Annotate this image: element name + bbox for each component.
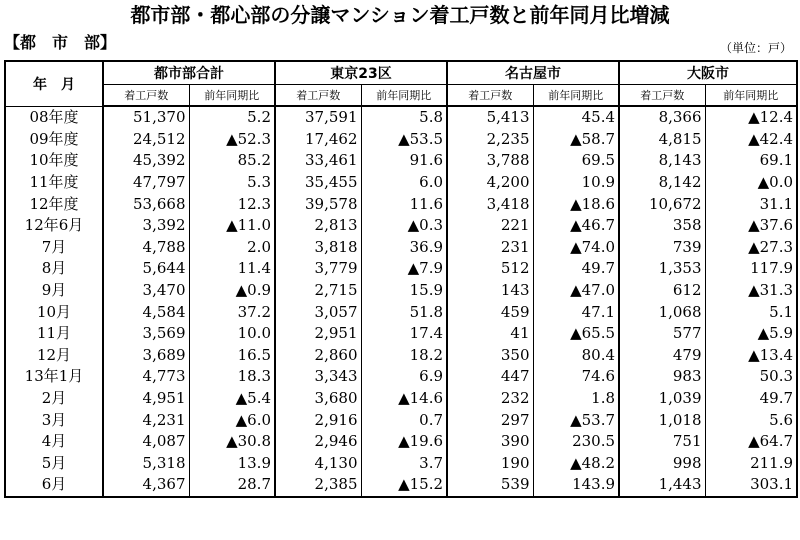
row-label: 8月 <box>5 258 103 280</box>
cell-starts: 2,813 <box>275 215 361 237</box>
cell-yoy: 50.3 <box>705 366 797 388</box>
cell-yoy: ▲53.5 <box>361 129 447 151</box>
cell-yoy: 37.2 <box>189 301 275 323</box>
row-label: 11月 <box>5 323 103 345</box>
cell-yoy: 85.2 <box>189 150 275 172</box>
group-header: 東京23区 <box>275 61 447 85</box>
cell-starts: 751 <box>619 431 705 453</box>
cell-starts: 358 <box>619 215 705 237</box>
cell-starts: 2,951 <box>275 323 361 345</box>
row-label: 10年度 <box>5 150 103 172</box>
table-row <box>5 215 797 237</box>
row-label: 6月 <box>5 474 103 497</box>
table-row <box>5 474 797 497</box>
cell-starts: 459 <box>447 301 533 323</box>
cell-starts: 4,200 <box>447 172 533 194</box>
cell-yoy: 80.4 <box>533 345 619 367</box>
cell-yoy: ▲5.9 <box>705 323 797 345</box>
cell-starts: 998 <box>619 453 705 475</box>
subheader-yoy: 前年同期比 <box>361 85 447 107</box>
cell-starts: 41 <box>447 323 533 345</box>
cell-yoy: ▲37.6 <box>705 215 797 237</box>
cell-yoy: 69.5 <box>533 150 619 172</box>
cell-starts: 4,087 <box>103 431 189 453</box>
cell-starts: 39,578 <box>275 193 361 215</box>
cell-yoy: ▲74.0 <box>533 237 619 259</box>
cell-starts: 4,231 <box>103 409 189 431</box>
cell-yoy: ▲53.7 <box>533 409 619 431</box>
group-header: 名古屋市 <box>447 61 619 85</box>
cell-starts: 1,039 <box>619 388 705 410</box>
cell-yoy: 45.4 <box>533 106 619 129</box>
cell-starts: 3,343 <box>275 366 361 388</box>
cell-starts: 190 <box>447 453 533 475</box>
cell-yoy: ▲6.0 <box>189 409 275 431</box>
cell-starts: 45,392 <box>103 150 189 172</box>
cell-starts: 33,461 <box>275 150 361 172</box>
subheader-starts: 着工戸数 <box>103 85 189 107</box>
cell-starts: 390 <box>447 431 533 453</box>
cell-yoy: ▲13.4 <box>705 345 797 367</box>
cell-starts: 221 <box>447 215 533 237</box>
cell-yoy: 5.8 <box>361 106 447 129</box>
unit-label: （単位：戸） <box>719 41 792 55</box>
cell-starts: 4,130 <box>275 453 361 475</box>
cell-yoy: ▲64.7 <box>705 431 797 453</box>
cell-yoy: 2.0 <box>189 237 275 259</box>
cell-yoy: 3.7 <box>361 453 447 475</box>
cell-yoy: ▲5.4 <box>189 388 275 410</box>
cell-yoy: 5.2 <box>189 106 275 129</box>
cell-starts: 3,689 <box>103 345 189 367</box>
cell-starts: 4,788 <box>103 237 189 259</box>
cell-yoy: 18.2 <box>361 345 447 367</box>
cell-yoy: ▲46.7 <box>533 215 619 237</box>
cell-starts: 51,370 <box>103 106 189 129</box>
cell-yoy: 11.4 <box>189 258 275 280</box>
cell-yoy: 0.7 <box>361 409 447 431</box>
cell-starts: 612 <box>619 280 705 302</box>
cell-starts: 10,672 <box>619 193 705 215</box>
table-row <box>5 366 797 388</box>
subheader-starts: 着工戸数 <box>619 85 705 107</box>
cell-starts: 1,353 <box>619 258 705 280</box>
cell-yoy: ▲27.3 <box>705 237 797 259</box>
table-row <box>5 150 797 172</box>
housing-starts-table <box>4 60 798 498</box>
cell-yoy: 12.3 <box>189 193 275 215</box>
cell-starts: 1,443 <box>619 474 705 497</box>
cell-yoy: ▲11.0 <box>189 215 275 237</box>
cell-starts: 5,644 <box>103 258 189 280</box>
cell-yoy: 51.8 <box>361 301 447 323</box>
cell-starts: 983 <box>619 366 705 388</box>
cell-yoy: ▲12.4 <box>705 106 797 129</box>
cell-yoy: 36.9 <box>361 237 447 259</box>
cell-yoy: ▲30.8 <box>189 431 275 453</box>
cell-yoy: 28.7 <box>189 474 275 497</box>
cell-yoy: ▲18.6 <box>533 193 619 215</box>
cell-starts: 297 <box>447 409 533 431</box>
cell-yoy: ▲0.9 <box>189 280 275 302</box>
cell-starts: 3,418 <box>447 193 533 215</box>
cell-starts: 232 <box>447 388 533 410</box>
cell-yoy: ▲52.3 <box>189 129 275 151</box>
cell-starts: 2,860 <box>275 345 361 367</box>
cell-starts: 1,018 <box>619 409 705 431</box>
table-row <box>5 323 797 345</box>
cell-starts: 3,680 <box>275 388 361 410</box>
table-row <box>5 301 797 323</box>
cell-starts: 539 <box>447 474 533 497</box>
table-row <box>5 345 797 367</box>
row-label: 3月 <box>5 409 103 431</box>
cell-starts: 3,470 <box>103 280 189 302</box>
cell-starts: 479 <box>619 345 705 367</box>
cell-starts: 350 <box>447 345 533 367</box>
cell-yoy: 117.9 <box>705 258 797 280</box>
table-row <box>5 129 797 151</box>
cell-starts: 4,951 <box>103 388 189 410</box>
cell-starts: 8,366 <box>619 106 705 129</box>
cell-yoy: 18.3 <box>189 366 275 388</box>
cell-yoy: ▲58.7 <box>533 129 619 151</box>
cell-yoy: 10.9 <box>533 172 619 194</box>
cell-yoy: 5.3 <box>189 172 275 194</box>
subheader-starts: 着工戸数 <box>447 85 533 107</box>
cell-yoy: ▲0.3 <box>361 215 447 237</box>
row-label: 9月 <box>5 280 103 302</box>
row-label: 12年6月 <box>5 215 103 237</box>
cell-yoy: 303.1 <box>705 474 797 497</box>
row-label: 7月 <box>5 237 103 259</box>
row-label: 08年度 <box>5 106 103 129</box>
cell-starts: 37,591 <box>275 106 361 129</box>
table-row <box>5 258 797 280</box>
cell-starts: 3,392 <box>103 215 189 237</box>
cell-yoy: 6.0 <box>361 172 447 194</box>
cell-starts: 2,946 <box>275 431 361 453</box>
cell-starts: 24,512 <box>103 129 189 151</box>
cell-yoy: ▲0.0 <box>705 172 797 194</box>
table-row <box>5 237 797 259</box>
cell-starts: 4,367 <box>103 474 189 497</box>
cell-starts: 1,068 <box>619 301 705 323</box>
row-label: 12年度 <box>5 193 103 215</box>
row-label: 4月 <box>5 431 103 453</box>
cell-yoy: 91.6 <box>361 150 447 172</box>
cell-starts: 447 <box>447 366 533 388</box>
cell-yoy: 6.9 <box>361 366 447 388</box>
subheader-starts: 着工戸数 <box>275 85 361 107</box>
cell-starts: 5,413 <box>447 106 533 129</box>
cell-yoy: 16.5 <box>189 345 275 367</box>
cell-yoy: ▲65.5 <box>533 323 619 345</box>
cell-starts: 143 <box>447 280 533 302</box>
group-header: 都市部合計 <box>103 61 275 85</box>
cell-starts: 35,455 <box>275 172 361 194</box>
table-row <box>5 409 797 431</box>
cell-starts: 53,668 <box>103 193 189 215</box>
cell-yoy: 5.6 <box>705 409 797 431</box>
cell-starts: 8,142 <box>619 172 705 194</box>
subheader-yoy: 前年同期比 <box>533 85 619 107</box>
row-label: 09年度 <box>5 129 103 151</box>
row-header: 年 月 <box>5 61 103 106</box>
cell-yoy: 230.5 <box>533 431 619 453</box>
cell-yoy: 10.0 <box>189 323 275 345</box>
cell-yoy: 13.9 <box>189 453 275 475</box>
cell-yoy: ▲47.0 <box>533 280 619 302</box>
row-label: 12月 <box>5 345 103 367</box>
cell-yoy: 69.1 <box>705 150 797 172</box>
cell-yoy: ▲31.3 <box>705 280 797 302</box>
cell-yoy: 15.9 <box>361 280 447 302</box>
cell-starts: 739 <box>619 237 705 259</box>
cell-starts: 2,235 <box>447 129 533 151</box>
cell-yoy: 49.7 <box>533 258 619 280</box>
table-row <box>5 193 797 215</box>
cell-yoy: ▲48.2 <box>533 453 619 475</box>
cell-yoy: 17.4 <box>361 323 447 345</box>
cell-starts: 5,318 <box>103 453 189 475</box>
cell-yoy: 143.9 <box>533 474 619 497</box>
table-row <box>5 431 797 453</box>
cell-yoy: ▲19.6 <box>361 431 447 453</box>
table-row <box>5 280 797 302</box>
cell-starts: 2,916 <box>275 409 361 431</box>
document-title: 都市部・都心部の分譲マンション着工戸数と前年同月比増減 <box>130 3 670 27</box>
cell-starts: 47,797 <box>103 172 189 194</box>
subheader-yoy: 前年同期比 <box>705 85 797 107</box>
cell-yoy: 47.1 <box>533 301 619 323</box>
cell-starts: 2,715 <box>275 280 361 302</box>
cell-starts: 3,818 <box>275 237 361 259</box>
row-label: 11年度 <box>5 172 103 194</box>
cell-yoy: 211.9 <box>705 453 797 475</box>
row-label: 2月 <box>5 388 103 410</box>
cell-starts: 3,057 <box>275 301 361 323</box>
cell-starts: 3,779 <box>275 258 361 280</box>
cell-starts: 3,788 <box>447 150 533 172</box>
table-row <box>5 388 797 410</box>
cell-starts: 4,815 <box>619 129 705 151</box>
cell-starts: 512 <box>447 258 533 280</box>
cell-starts: 4,584 <box>103 301 189 323</box>
subheader-yoy: 前年同期比 <box>189 85 275 107</box>
table-row <box>5 106 797 129</box>
section-label: 【都 市 部】 <box>4 33 117 52</box>
cell-starts: 8,143 <box>619 150 705 172</box>
cell-starts: 2,385 <box>275 474 361 497</box>
cell-yoy: 74.6 <box>533 366 619 388</box>
cell-yoy: ▲42.4 <box>705 129 797 151</box>
row-label: 13年1月 <box>5 366 103 388</box>
table-row <box>5 453 797 475</box>
cell-starts: 231 <box>447 237 533 259</box>
cell-yoy: 1.8 <box>533 388 619 410</box>
cell-yoy: ▲15.2 <box>361 474 447 497</box>
cell-yoy: 11.6 <box>361 193 447 215</box>
cell-yoy: ▲14.6 <box>361 388 447 410</box>
row-label: 10月 <box>5 301 103 323</box>
cell-starts: 17,462 <box>275 129 361 151</box>
cell-yoy: 5.1 <box>705 301 797 323</box>
cell-starts: 4,773 <box>103 366 189 388</box>
cell-yoy: ▲7.9 <box>361 258 447 280</box>
cell-yoy: 31.1 <box>705 193 797 215</box>
row-label: 5月 <box>5 453 103 475</box>
cell-yoy: 49.7 <box>705 388 797 410</box>
cell-starts: 3,569 <box>103 323 189 345</box>
group-header: 大阪市 <box>619 61 797 85</box>
table-row <box>5 172 797 194</box>
cell-starts: 577 <box>619 323 705 345</box>
